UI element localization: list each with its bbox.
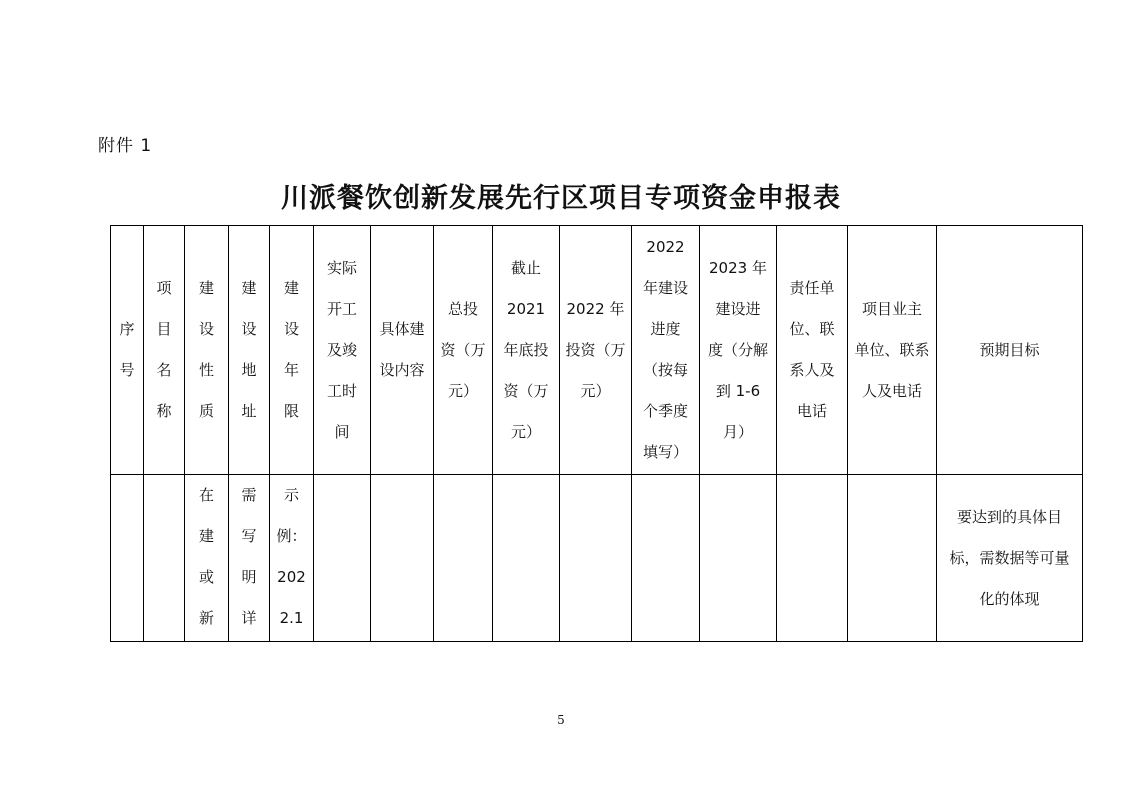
cell-construction-period[interactable]: 示 例： 202 2.1 xyxy=(270,475,314,642)
header-cell-project-owner: 项目业主 单位、联系 人及电话 xyxy=(848,226,937,475)
cell-responsible-unit[interactable] xyxy=(777,475,848,642)
cell-progress-2022[interactable] xyxy=(632,475,700,642)
cell-construction-type[interactable]: 在 建 或 新 xyxy=(185,475,229,642)
header-cell-construction-address: 建 设 地 址 xyxy=(229,226,270,475)
table-row xyxy=(111,475,1083,642)
attachment-label: 附件 1 xyxy=(98,136,153,156)
header-cell-construction-type: 建 设 性 质 xyxy=(185,226,229,475)
header-cell-expected-target: 预期目标 xyxy=(937,226,1083,475)
header-cell-responsible-unit: 责任单 位、联 系人及 电话 xyxy=(777,226,848,475)
header-cell-progress-2022: 2022 年建设 进度 （按每 个季度 填写） xyxy=(632,226,700,475)
cell-project-name[interactable] xyxy=(144,475,185,642)
cell-progress-2023[interactable] xyxy=(700,475,777,642)
document-title: 川派餐饮创新发展先行区项目专项资金申报表 xyxy=(281,183,841,214)
cell-total-investment[interactable] xyxy=(434,475,493,642)
table-header-row xyxy=(111,226,1083,475)
header-cell-progress-2023: 2023 年 建设进 度（分解 到 1-6 月） xyxy=(700,226,777,475)
header-cell-index: 序 号 xyxy=(111,226,144,475)
cell-expected-target[interactable]: 要达到的具体目 标，需数据等可量 化的体现 xyxy=(937,475,1083,642)
cell-index[interactable] xyxy=(111,475,144,642)
application-form-table xyxy=(110,225,1083,642)
cell-construction-address[interactable]: 需 写 明 详 xyxy=(229,475,270,642)
cell-investment-2021[interactable] xyxy=(493,475,560,642)
cell-investment-2022[interactable] xyxy=(560,475,632,642)
header-cell-start-completion-time: 实际 开工 及竣 工时 间 xyxy=(314,226,371,475)
cell-project-owner[interactable] xyxy=(848,475,937,642)
cell-construction-content[interactable] xyxy=(371,475,434,642)
header-cell-project-name: 项 目 名 称 xyxy=(144,226,185,475)
page-number: 5 xyxy=(557,713,565,727)
header-cell-construction-period: 建 设 年 限 xyxy=(270,226,314,475)
header-cell-total-investment: 总投 资（万 元） xyxy=(434,226,493,475)
header-cell-investment-2022: 2022 年 投资（万 元） xyxy=(560,226,632,475)
header-cell-investment-2021: 截止 2021 年底投 资（万 元） xyxy=(493,226,560,475)
header-cell-construction-content: 具体建 设内容 xyxy=(371,226,434,475)
cell-start-completion-time[interactable] xyxy=(314,475,371,642)
